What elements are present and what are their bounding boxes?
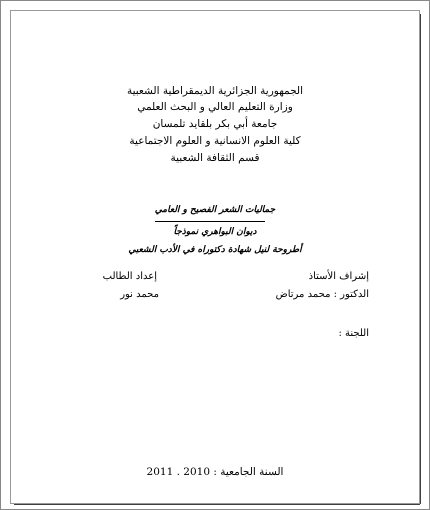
supervisor-name: الدكتور : محمد مرتاض bbox=[275, 289, 369, 300]
header-republic: الجمهورية الجزائرية الديمقراطية الشعبية bbox=[126, 85, 304, 97]
thesis-title-main: جماليات الشعر الفصيح و العامي bbox=[154, 205, 276, 215]
student-name: محمد نور bbox=[120, 289, 159, 300]
supervisor-label: إشراف الأستاذ bbox=[308, 271, 369, 282]
header-ministry: وزارة التعليم العالي و البحث العلمي bbox=[137, 101, 293, 113]
academic-year: السنة الجامعية : 2010 . 2011 bbox=[146, 466, 284, 478]
header-department: قسم الثقافة الشعبية bbox=[170, 152, 260, 164]
document-page bbox=[10, 10, 420, 504]
thesis-title-sub: ديوان البواهري نموذجاً bbox=[173, 227, 257, 237]
header-university: جامعة أبي بكر بلقايد تلمسان bbox=[152, 118, 278, 130]
student-label: إعداد الطالب bbox=[102, 271, 157, 282]
header-faculty: كلية العلوم الانسانية و العلوم الاجتماعية bbox=[129, 135, 301, 147]
committee-label: اللجنة : bbox=[338, 328, 369, 339]
thesis-degree: أطروحة لنيل شهادة دكتوراه في الأدب الشعبي bbox=[128, 245, 302, 255]
title-underline bbox=[155, 221, 265, 222]
